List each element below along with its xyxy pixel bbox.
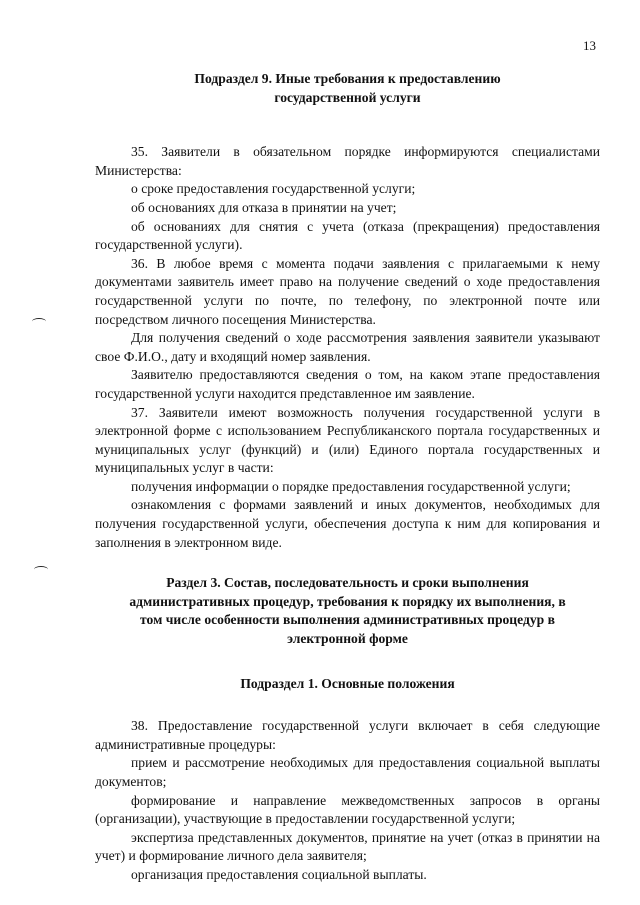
paragraph: Заявителю предоставляются сведения о том, на каком этапе предоставления государственной услуги находится представленное им заявление. (95, 367, 600, 401)
paragraph: экспертиза представленных документов, принятие на учет (отказ в принятии на учет) и формирование личного дела заявителя; (95, 829, 600, 864)
section-3-heading (95, 574, 600, 648)
page-number: 13 (583, 38, 596, 53)
paragraph: получения информации о порядке предоставления государственной услуги; (131, 478, 571, 494)
margin-mark-2 (34, 566, 48, 573)
subsection-1-heading: Подраздел 1. Основные положения (240, 675, 455, 691)
paragraph: Для получения сведений о ходе рассмотрения заявления заявители указывают свое Ф.И.О., дату и входящий номер заявления. (95, 330, 600, 364)
heading-line: том числе особенности выполнения административных процедур в (140, 612, 555, 628)
paragraph: 37. Заявители имеют возможность получения государственной услуги в электронной форме с использованием Республиканского портала государственных и муниципальных услуг (функций) и (или) Единого портала государственных и муниципальных услуг в части: (95, 404, 600, 476)
paragraph: о сроке предоставления государственной услуги; (131, 181, 416, 197)
paragraphs-block-a (95, 143, 600, 552)
paragraph: прием и рассмотрение необходимых для предоставления социальной выплаты документов; (95, 755, 600, 789)
paragraph: 38. Предоставление государственной услуги включает в себя следующие административные процедуры: (95, 718, 600, 752)
paragraph: об основаниях для снятия с учета (отказа (прекращения) предоставления государственной услуги). (95, 218, 600, 253)
heading-line: Подраздел 9. Иные требования к предоставлению (194, 71, 501, 86)
paragraph: формирование и направление межведомственных запросов в органы (организации), участвующие в предоставлении государственной услуги; (95, 792, 600, 827)
paragraph: об основаниях для отказа в принятии на учет; (131, 199, 397, 215)
heading-line: административных процедур, требования к порядку их выполнения, в (129, 593, 566, 609)
paragraph: 36. В любое время с момента подачи заявления с прилагаемыми к нему документами заявитель имеет право на получение сведений о ходе предоставления государственной услуги по почте, по телефону, по электронной почте или посредством личного посещения Министерства. (95, 255, 600, 327)
heading-line: государственной услуги (274, 89, 421, 105)
paragraph: организация предоставления социальной выплаты. (131, 866, 427, 882)
margin-mark-1 (32, 318, 46, 325)
heading-line: электронной форме (287, 631, 408, 647)
paragraph: 35. Заявители в обязательном порядке информируются специалистами Министерства: (95, 144, 600, 178)
heading-line: Раздел 3. Состав, последовательность и сроки выполнения (166, 575, 529, 591)
subsection-9-heading (95, 70, 600, 107)
paragraph: ознакомления с формами заявлений и иных документов, необходимых для получения государственной услуги, обеспечения доступа к ним для копирования и заполнения в электронном виде. (95, 497, 600, 550)
document-body (95, 70, 600, 885)
paragraphs-block-b (95, 717, 600, 884)
